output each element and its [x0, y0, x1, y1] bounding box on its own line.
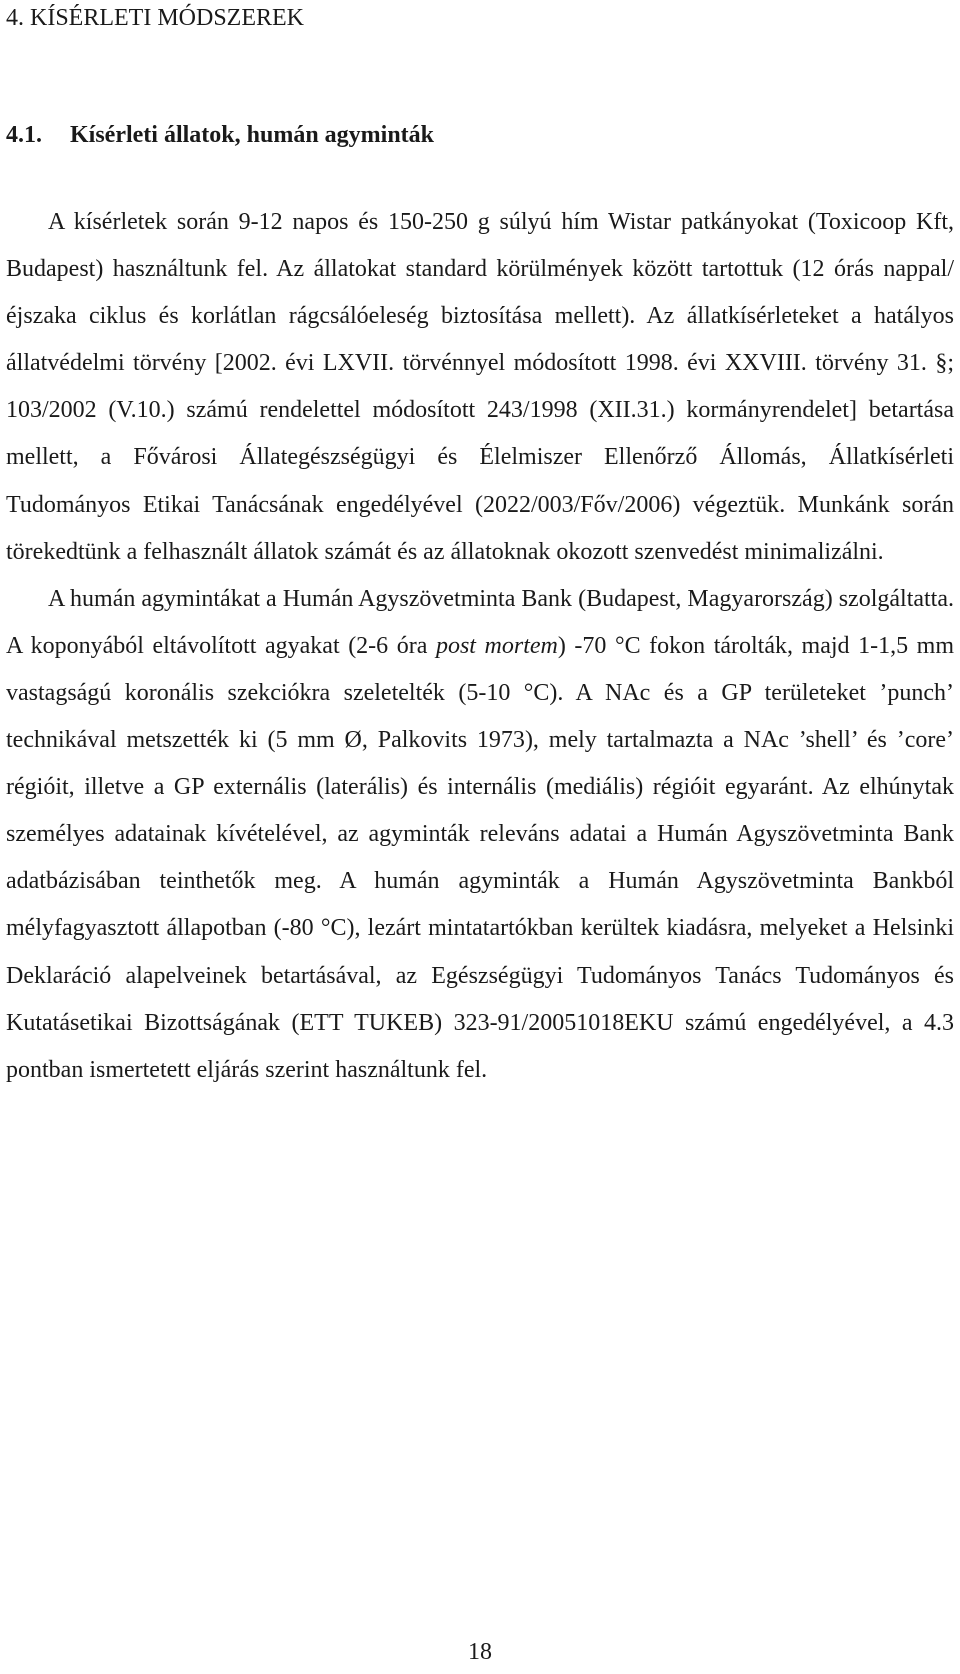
- paragraph-text-start: A humán agymintákat a Humán Agyszövetminta Bank (Budapest, Magyarország) szolgáltatta. A koponyából eltávolított agyakat (2-6 óra: [6, 585, 954, 659]
- paragraph-text-end: ) -70 °C fokon tárolták, majd 1-1,5 mm vastagságú koronális szekciókra szeletelték (5-10 °C). A NAc és a GP területeket ’punch’ technikával metszették ki (5 mm Ø, Palkovits 1973), mely tartalmazta a NAc ’shell’ és ’core’ régióit, illetve a GP externális (laterális) és internális (mediális) régióit egyaránt. Az elhúnytak személyes adatainak kívételével, az agyminták releváns adatai a Humán Agyszövetminta Bank adatbázisában teinthetők meg. A humán agyminták a Humán Agyszövetminta Bankból mélyfagyasztott állapotban (-80 °C), lezárt mintatartókban kerültek kiadásra, melyeket a Helsinki Deklaráció alapelveinek betartásával, az Egészségügyi Tudományos Tanács Tudományos és Kutatásetikai Bizottságának (ETT TUKEB) 323-91/20051018EKU számú engedélyével, a 4.3 pontban ismertetett eljárás szerint használtunk fel.: [6, 632, 955, 1083]
- page-number: 18: [468, 1639, 492, 1665]
- chapter-heading: 4. KÍSÉRLETI MÓDSZEREK: [6, 5, 304, 31]
- section-heading: [6, 120, 434, 150]
- post-mortem-italic: post mortem: [435, 632, 558, 659]
- body-text: [6, 199, 954, 1094]
- paragraph-animals: A kísérletek során 9-12 napos és 150-250 g súlyú hím Wistar patkányokat (Toxicoop Kft, Budapest) használtunk fel. Az állatokat standard körülmények között tartottuk (12 órás nappal/éjszaka ciklus és korlátlan rágcsálóeleség biztosítása mellett). Az állatkísérleteket a hatályos állatvédelmi törvény [2002. évi LXVII. törvénnyel módosított 1998. évi XXVIII. törvény 31. §; 103/2002 (V.10.) számú rendelettel módosított 243/1998 (XII.31.) kormányrendelet] betartása mellett, a Fővárosi Állategészségügyi és Élelmiszer Ellenőrző Állomás, Állatkísérleti Tudományos Etikai Tanácsának engedélyével (2022/003/Főv/2006) végeztük. Munkánk során törekedtünk a felhasznált állatok számát és az állatoknak okozott szenvedést minimalizálni.: [6, 209, 954, 565]
- section-title: Kísérleti állatok, humán agyminták: [70, 122, 435, 148]
- section-number: 4.1.: [6, 122, 42, 148]
- paragraph-human-samples: [6, 576, 954, 1094]
